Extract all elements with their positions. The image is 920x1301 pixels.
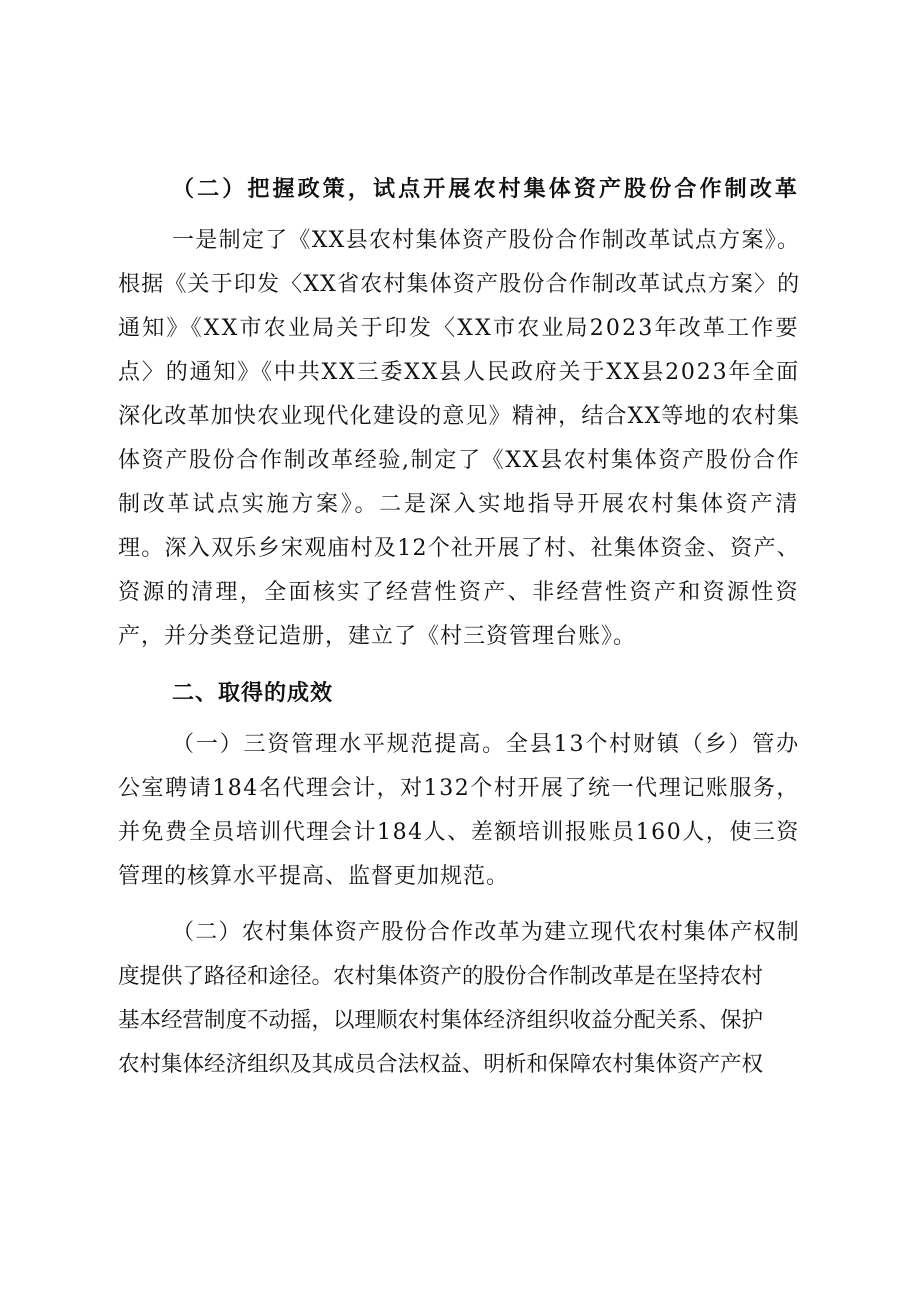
paragraph-line: 管理的核算水平提高、监督更加规范。	[118, 864, 510, 889]
paragraph-line: 基本经营制度不动摇，以理顺农村集体经济组织收益分配关系、保护	[118, 1008, 764, 1033]
paragraph-line: 产，并分类登记造册，建立了《村三资管理台账》。	[118, 624, 637, 649]
paragraph-line: （二）农村集体资产股份合作改革为建立现代农村集体产权制	[172, 920, 801, 945]
paragraph-line: 制改革试点实施方案》。二是深入实地指导开展农村集体资产清	[118, 492, 801, 517]
paragraph-line: 通知》《XX市农业局关于印发〈XX市农业局2023年改革工作要	[118, 316, 800, 341]
paragraph-line: 公室聘请184名代理会计，对132个村开展了统一代理记账服务，	[118, 776, 800, 801]
paragraph-line: （一）三资管理水平规范提高。全县13个村财镇（乡）管办	[172, 732, 800, 757]
paragraph-line: 度提供了路径和途径。农村集体资产的股份合作制改革是在坚持农村	[118, 964, 764, 989]
paragraph-line: 资源的清理，全面核实了经营性资产、非经营性资产和资源性资	[118, 580, 801, 605]
paragraph-line: 理。深入双乐乡宋观庙村及12个社开展了村、社集体资金、资产、	[118, 536, 800, 561]
section-heading-achievements: 二、取得的成效	[172, 680, 334, 706]
paragraph-line: 点〉的通知》《中共XX三委XX县人民政府关于XX县2023年全面	[118, 360, 800, 385]
paragraph-line: 并免费全员培训代理会计184人、差额培训报账员160人，使三资	[118, 820, 800, 845]
paragraph-line: 农村集体经济组织及其成员合法权益、明析和保障农村集体资产产权	[118, 1052, 764, 1077]
paragraph-line: 深化改革加快农业现代化建设的意见》精神，结合XX等地的农村集	[118, 404, 801, 429]
paragraph-line: 根据《关于印发〈XX省农村集体资产股份合作制改革试点方案〉的	[118, 272, 801, 297]
paragraph-line: 一是制定了《XX县农村集体资产股份合作制改革试点方案》。	[172, 228, 801, 253]
section-heading-policy-pilot: （二）把握政策，试点开展农村集体资产股份合作制改革	[172, 176, 801, 202]
paragraph-line: 体资产股份合作制改革经验,制定了《XX县农村集体资产股份合作	[118, 448, 801, 473]
